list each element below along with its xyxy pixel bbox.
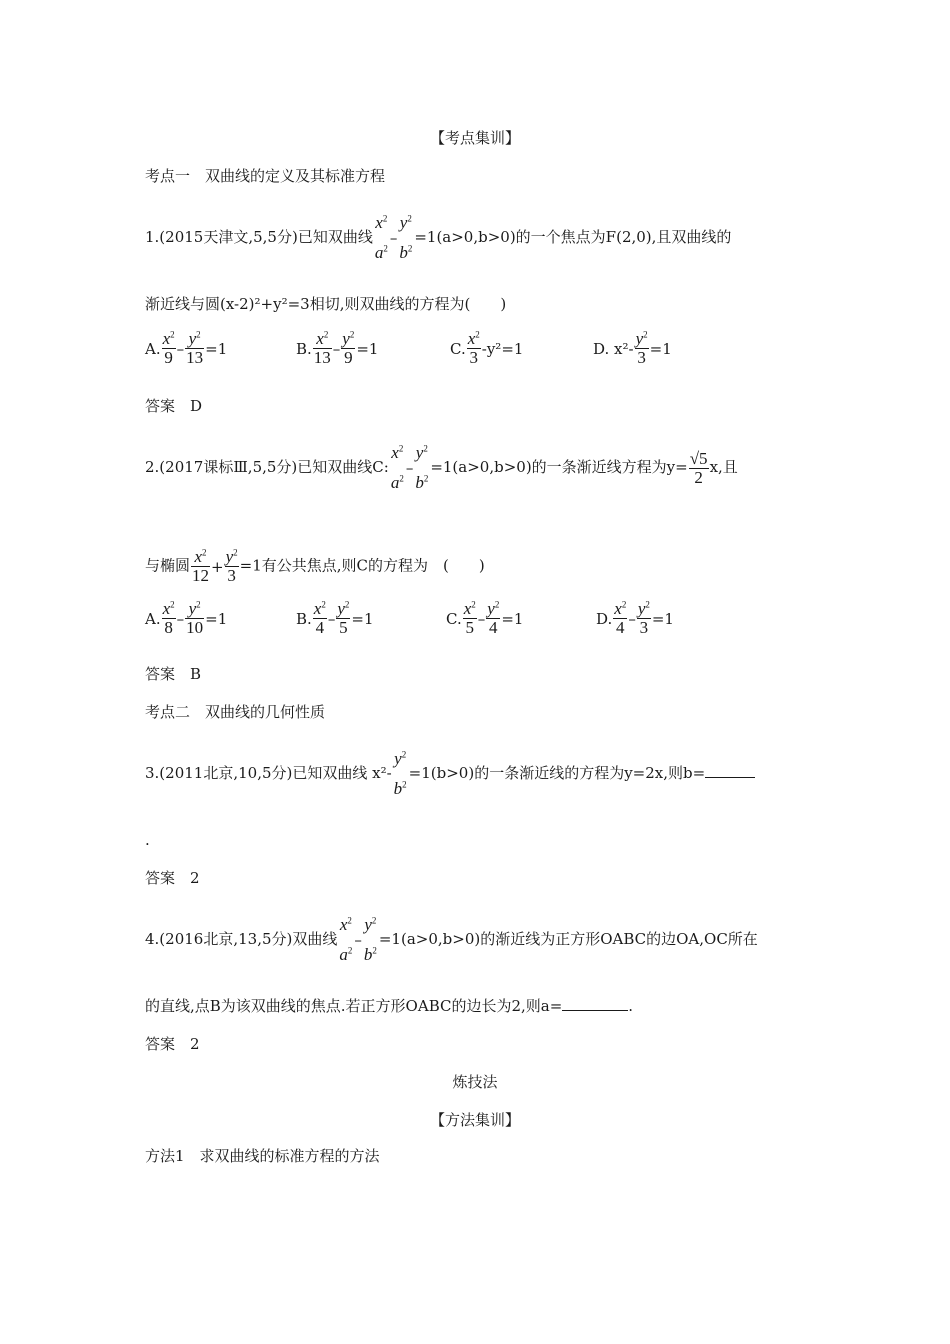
fraction-y2-over-b2: $y^2$ $b^2$: [399, 213, 413, 262]
fraction-sqrt5-over-2: $\frac{√5}{2}$: [689, 448, 708, 487]
question-1-suffix: =1(a>0,b>0)的一个焦点为F(2,0),且双曲线的: [414, 228, 732, 246]
fraction-x2-over-a2: $x^2$ $a^2$: [374, 213, 388, 262]
question-2-prefix: 2.(2017课标Ⅲ,5,5分)已知双曲线C:: [145, 458, 389, 476]
answer-blank[interactable]: [705, 777, 755, 778]
answer-blank[interactable]: [562, 1010, 628, 1011]
question-3: 3.(2011北京,10,5分)已知双曲线 x²- $y^2$ $b^2$ =1(b>0)的一条渐近线的方程为y=2x,则b=: [145, 750, 755, 798]
question-2-suffix: =1(a>0,b>0)的一条渐近线方程为y=: [430, 458, 688, 476]
question-3-period: .: [145, 831, 150, 849]
topic-1-title: 考点一 双曲线的定义及其标准方程: [145, 167, 386, 185]
question-3-answer: 答案 2: [145, 869, 200, 887]
question-1-option-a: A. $\frac{x^2}{9}$ – $\frac{y^2}{13}$ =1: [145, 329, 228, 367]
question-1-option-b: B. $\frac{x^2}{13}$ – $\frac{y^2}{9}$ =1: [296, 329, 379, 367]
question-1-answer: 答案 D: [145, 397, 203, 415]
question-3-prefix: 3.(2011北京,10,5分)已知双曲线 x²-: [145, 764, 392, 782]
question-1-option-d: D. x²- $\frac{y^2}{3}$ =1: [593, 329, 672, 367]
question-4-suffix: =1(a>0,b>0)的渐近线为正方形OABC的边OA,OC所在: [378, 930, 758, 948]
question-2-option-b: B. $\frac{x^2}{4}$ – $\frac{y^2}{5}$ =1: [296, 599, 374, 637]
question-2-option-d: D. $\frac{x^2}{4}$ – $\frac{y^2}{3}$ =1: [596, 599, 674, 637]
question-2-option-a: A. $\frac{x^2}{8}$ – $\frac{y^2}{10}$ =1: [145, 599, 228, 637]
section-heading-fangfa: 【方法集训】: [429, 1111, 520, 1129]
question-1-option-c: C. $\frac{x^2}{3}$ -y²=1: [450, 329, 524, 367]
section-heading-liangjifa: 炼技法: [452, 1073, 498, 1091]
question-2-line-2: 与椭圆 $\frac{x^2}{12}$ + $\frac{y^2}{3}$ =1有公共焦点,则C的方程为 ( ): [145, 547, 485, 585]
question-3-suffix: =1(b>0)的一条渐近线的方程为y=2x,则b=: [408, 764, 706, 782]
question-1: 1.(2015天津文,5,5分)已知双曲线 $x^2$ $a^2$ – $y^2$ $b^2$ =1(a>0,b>0)的一个焦点为F(2,0),且双曲线的: [145, 213, 732, 262]
question-1-prefix: 1.(2015天津文,5,5分)已知双曲线: [145, 228, 373, 246]
question-2-option-c: C. $\frac{x^2}{5}$ – $\frac{y^2}{4}$ =1: [446, 599, 524, 637]
question-1-line-2: 渐近线与圆(x-2)²+y²=3相切,则双曲线的方程为( ): [145, 295, 507, 313]
question-4-answer: 答案 2: [145, 1035, 200, 1053]
method-1-title: 方法1 求双曲线的标准方程的方法: [145, 1147, 380, 1165]
topic-2-title: 考点二 双曲线的几何性质: [145, 703, 326, 721]
question-2: 2.(2017课标Ⅲ,5,5分)已知双曲线C: $x^2$ $a^2$ – $y^2$ $b^2$ =1(a>0,b>0)的一条渐近线方程为y= $\frac{√5}{2}$ x,且: [145, 443, 738, 492]
question-2-answer: 答案 B: [145, 665, 202, 683]
question-4-line-2: 的直线,点B为该双曲线的焦点.若正方形OABC的边长为2,则a= .: [145, 997, 634, 1015]
section-heading-kaodian: 【考点集训】: [429, 129, 520, 147]
question-4: 4.(2016北京,13,5分)双曲线 $x^2$ $a^2$ – $y^2$ $b^2$ =1(a>0,b>0)的渐近线为正方形OABC的边OA,OC所在: [145, 915, 758, 964]
question-4-prefix: 4.(2016北京,13,5分)双曲线: [145, 930, 338, 948]
